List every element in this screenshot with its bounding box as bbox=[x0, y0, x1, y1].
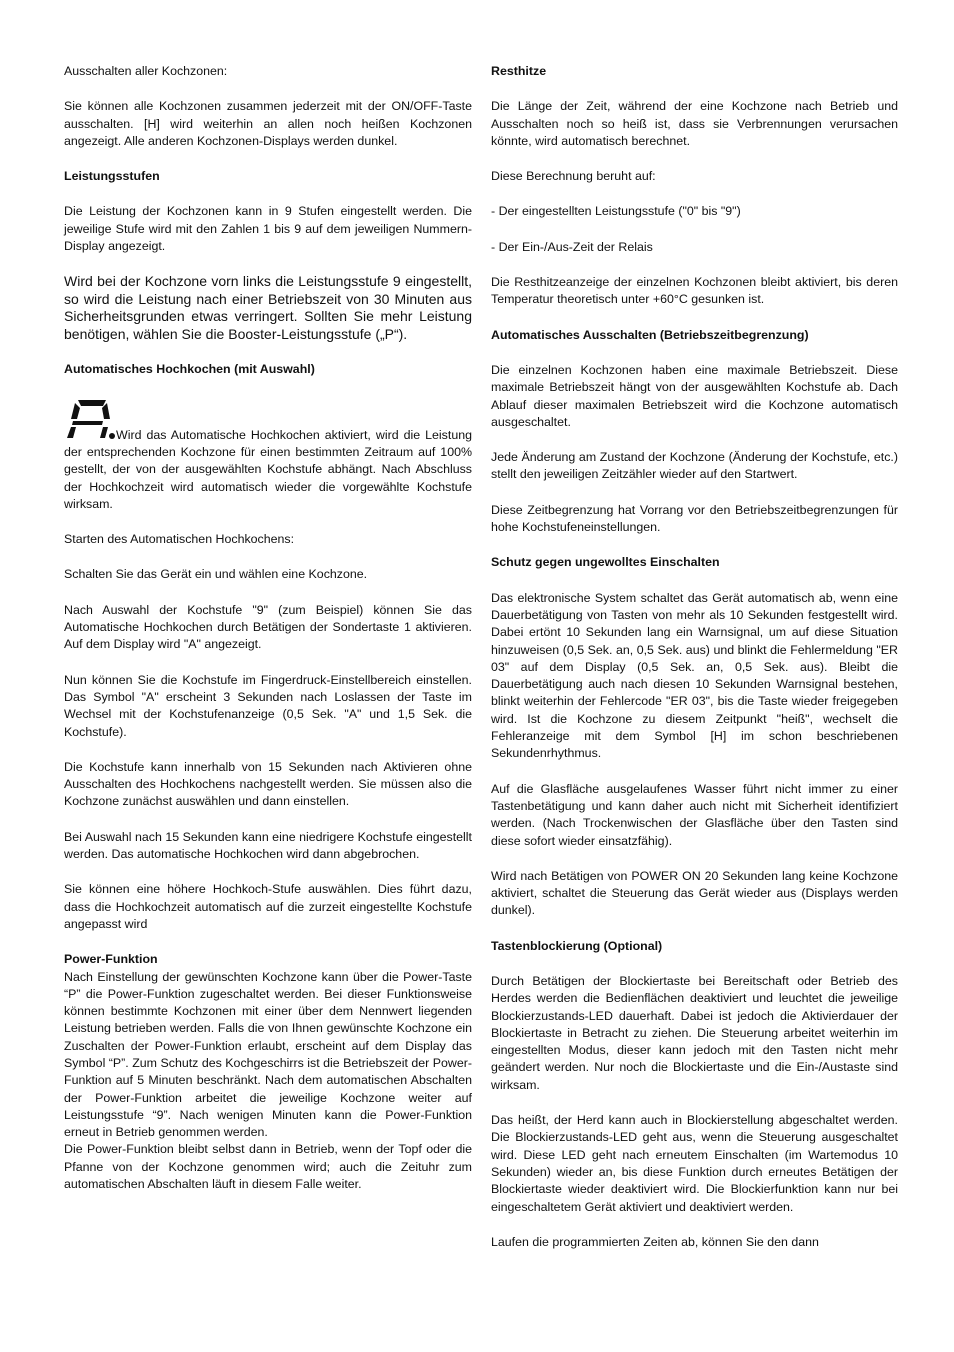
paragraph: - Der Ein-/Aus-Zeit der Relais bbox=[491, 239, 653, 254]
section-heading: Tastenblockierung (Optional) bbox=[491, 938, 663, 953]
paragraph: Die einzelnen Kochzonen haben eine maximale Betriebszeit. Diese maximale Betriebszeit hängt von der ausgewählten Kochstufe ab. Dach Ablauf dieser maximalen Betriebszeit wird die Kochzone automatisch ausgeschaltet. bbox=[491, 362, 898, 429]
paragraph: Nach Auswahl der Kochstufe "9" (zum Beispiel) können Sie das Automatische Hochkochen durch Betätigen der Sondertaste 1 aktivieren. Auf dem Display wird "A" angezeigt. bbox=[64, 602, 472, 652]
paragraph: Diese Zeitbegrenzung hat Vorrang vor den Betriebszeitbegrenzungen für hohe Kochstufeneinstellungen. bbox=[491, 502, 898, 535]
paragraph: Nun können Sie die Kochstufe im Fingerdruck-Einstellbereich einstellen. Das Symbol "A" erscheint 3 Sekunden nach Loslassen der Taste im Wechsel mit der Kochstufenanzeige (0,5 Sek. "A" und 1,5 Sek. die Kochstufe). bbox=[64, 672, 472, 739]
section-heading: Automatisches Ausschalten (Betriebszeitbegrenzung) bbox=[491, 327, 809, 342]
section-heading: Resthitze bbox=[491, 64, 547, 78]
paragraph: Wird das Automatische Hochkochen aktiviert, wird die Leistung der entsprechenden Kochzone für einen bestimmten Zeitraum auf 100% gestellt, der von der ausgewählten Kochstufe abhängt. Nach Abschluss der Hochkochzeit wird automatisch wieder die vorgewählte Kochstufe wirksam. bbox=[64, 427, 472, 511]
paragraph: Die Kochstufe kann innerhalb von 15 Sekunden nach Aktivieren ohne Ausschalten des Hochkochens nachgestellt werden. Sie müssen also die Kochzone zunächst auswählen und dann einstellen. bbox=[64, 759, 472, 809]
paragraph: Starten des Automatischen Hochkochens: bbox=[64, 532, 295, 547]
paragraph: Nach Einstellung der gewünschten Kochzone kann über die Power-Taste “P” die Power-Funktion zugeschaltet werden. Bei dieser Funktionsweise können bestimmte Kochzonen mit einer über dem Nennwert liegenden Leistung betrieben werden. Falls die von Ihnen gewünschte Kochzone ein Zuschalten der Power-Funktion erlaubt, erscheint auf dem Display das Symbol “P”. Zum Schutz des Kochgeschirrs ist die Betriebszeit der Power-Funktion auf 5 Minuten beschränkt. Nach dem automatischen Abschalten der Power-Funktion arbeitet die jeweilige Kochzone weiter auf Leistungsstufe “9”. Nach wenigen Minuten kann die Power-Funktion erneut in Betrieb genommen werden. bbox=[64, 969, 472, 1140]
section-heading: Automatisches Hochkochen (mit Auswahl) bbox=[64, 362, 315, 377]
hochkochen-intro bbox=[64, 397, 472, 513]
paragraph: Durch Betätigen der Blockiertaste bei Bereitschaft oder Betrieb des Herdes werden die Bedienflächen deaktiviert und leuchtet die jeweilige Blockierzustands-LED dauerhaft. Dabei ist jedoch die Aktivierdauer der Blockiertaste in Betracht zu ziehen. Die Steuerung arbeitet weiterhin im eingestellten Modus, dieser kann jedoch mit den Tasten nicht mehr geändert werden. Nur noch die Blockiertaste und die Ein-/Austaste sind wirksam. bbox=[491, 973, 898, 1092]
paragraph: Die Leistung der Kochzonen kann in 9 Stufen eingestellt werden. Die jeweilige Stufe wird mit den Zahlen 1 bis 9 auf dem jeweiligen Nummern-Display angezeigt. bbox=[64, 204, 472, 254]
paragraph: Schalten Sie das Gerät ein und wählen eine Kochzone. bbox=[64, 567, 368, 582]
paragraph: Sie können eine höhere Hochkoch-Stufe auswählen. Dies führt dazu, dass die Hochkochzeit automatisch auf die zurzeit eingestellte Kochstufe angepasst wird bbox=[64, 882, 472, 931]
paragraph: Das heißt, der Herd kann auch in Blockierstellung abgeschaltet werden. Die Blockierzustands-LED geht aus, wenn die Steuerung ausgeschaltet wird. Diese LED geht nach erneutem Einschalten (im Wartemodus 10 Sekunden) wieder an, bis diese Funktion durch erneutes Betätigen der Blockiertaste wieder deaktiviert wird. Die Blockierfunktion kann nur bei eingeschaltetem Gerät aktiviert und deaktiviert werden. bbox=[491, 1113, 898, 1214]
seven-segment-A-icon bbox=[66, 397, 116, 443]
paragraph: Die Resthitzeanzeige der einzelnen Kochzonen bleibt aktiviert, bis deren Temperatur theoretisch unter +60°C gesunken ist. bbox=[491, 275, 898, 307]
paragraph: Sie können alle Kochzonen zusammen jederzeit mit der ON/OFF-Taste ausschalten. [H] wird weiterhin an allen noch heißen Kochzonen angezeigt. Alle anderen Kochzonen-Displays werden dunkel. bbox=[64, 99, 472, 148]
section-heading: Power-Funktion bbox=[64, 952, 158, 967]
paragraph: Die Länge der Zeit, während der eine Kochzone nach Betrieb und Ausschalten noch so heiß ist, dass sie Verbrennungen verursachen könnte, wird automatisch berechnet. bbox=[491, 99, 898, 148]
paragraph: Laufen die programmierten Zeiten ab, können Sie den dann bbox=[491, 1234, 819, 1249]
paragraph: Die Power-Funktion bleibt selbst dann in Betrieb, wenn der Topf oder die Pfanne von der Kochzone genommen wird; auch die Zeituhr zum automatischen Abschalten läuft in diesem Falle weiter. bbox=[64, 1142, 472, 1192]
paragraph: Diese Berechnung beruht auf: bbox=[491, 169, 656, 184]
paragraph: Wird bei der Kochzone vorn links die Leistungsstufe 9 eingestellt, so wird die Leistung nach einer Betriebszeit von 30 Minuten aus Sicherheitsgrunden etwas verringert. Sollten Sie mehr Leistung benötigen, wählen Sie die Booster-Leistungsstufe („P“). bbox=[64, 273, 472, 342]
paragraph: Wird nach Betätigen von POWER ON 20 Sekunden lang keine Kochzone aktiviert, schaltet die Steuerung das Gerät wieder aus (Displays werden dunkel). bbox=[491, 868, 898, 918]
paragraph: Bei Auswahl nach 15 Sekunden kann eine niedrigere Kochstufe eingestellt werden. Das automatische Hochkochen wird dann abgebrochen. bbox=[64, 829, 472, 862]
section-heading: Schutz gegen ungewolltes Einschalten bbox=[491, 555, 720, 570]
section-heading: Leistungsstufen bbox=[64, 169, 160, 184]
paragraph: - Der eingestellten Leistungsstufe ("0" bis "9") bbox=[491, 204, 741, 219]
paragraph: Das elektronische System schaltet das Gerät automatisch ab, wenn eine Dauerbetätigung von Tasten von mehr als 10 Sekunden festgestellt wird. Dabei ertönt 10 Sekunden lang ein Warnsignal, um auf diese Situation hinzuweisen (0,5 Sek. an, 0,5 Sek. aus) und blinkt die Fehlermeldung "ER 03" auf dem Display (0,5 Sek. an, 0,5 Sek. aus). Bleibt die Dauerbetätigung auch nach diesen 10 Sekunden Warnsignal bestehen, blinkt weiterhin der Fehlercode "ER 03", bis die Taste wieder freigegeben wird. Ist die Kochzone zu diesem Zeitpunkt "heiß", wechselt die Fehleranzeige mit dem Symbol [H] im schon beschriebenen Sekundenrhythmus. bbox=[491, 590, 898, 761]
paragraph: Jede Änderung am Zustand der Kochzone (Änderung der Kochstufe, etc.) stellt den jeweiligen Zeitzähler wieder auf den Startwert. bbox=[491, 450, 898, 482]
left-column bbox=[64, 63, 472, 1211]
paragraph: Ausschalten aller Kochzonen: bbox=[64, 64, 228, 78]
right-column bbox=[491, 63, 898, 1269]
paragraph: Auf die Glasfläche ausgelaufenes Wasser führt nicht immer zu einer Tastenbetätigung und kann daher auch nicht mit Sicherheit identifiziert werden. (Nach Trockenwischen der Glasfläche über den Tasten sind diese sofort wieder einsatzfähig). bbox=[491, 781, 898, 848]
